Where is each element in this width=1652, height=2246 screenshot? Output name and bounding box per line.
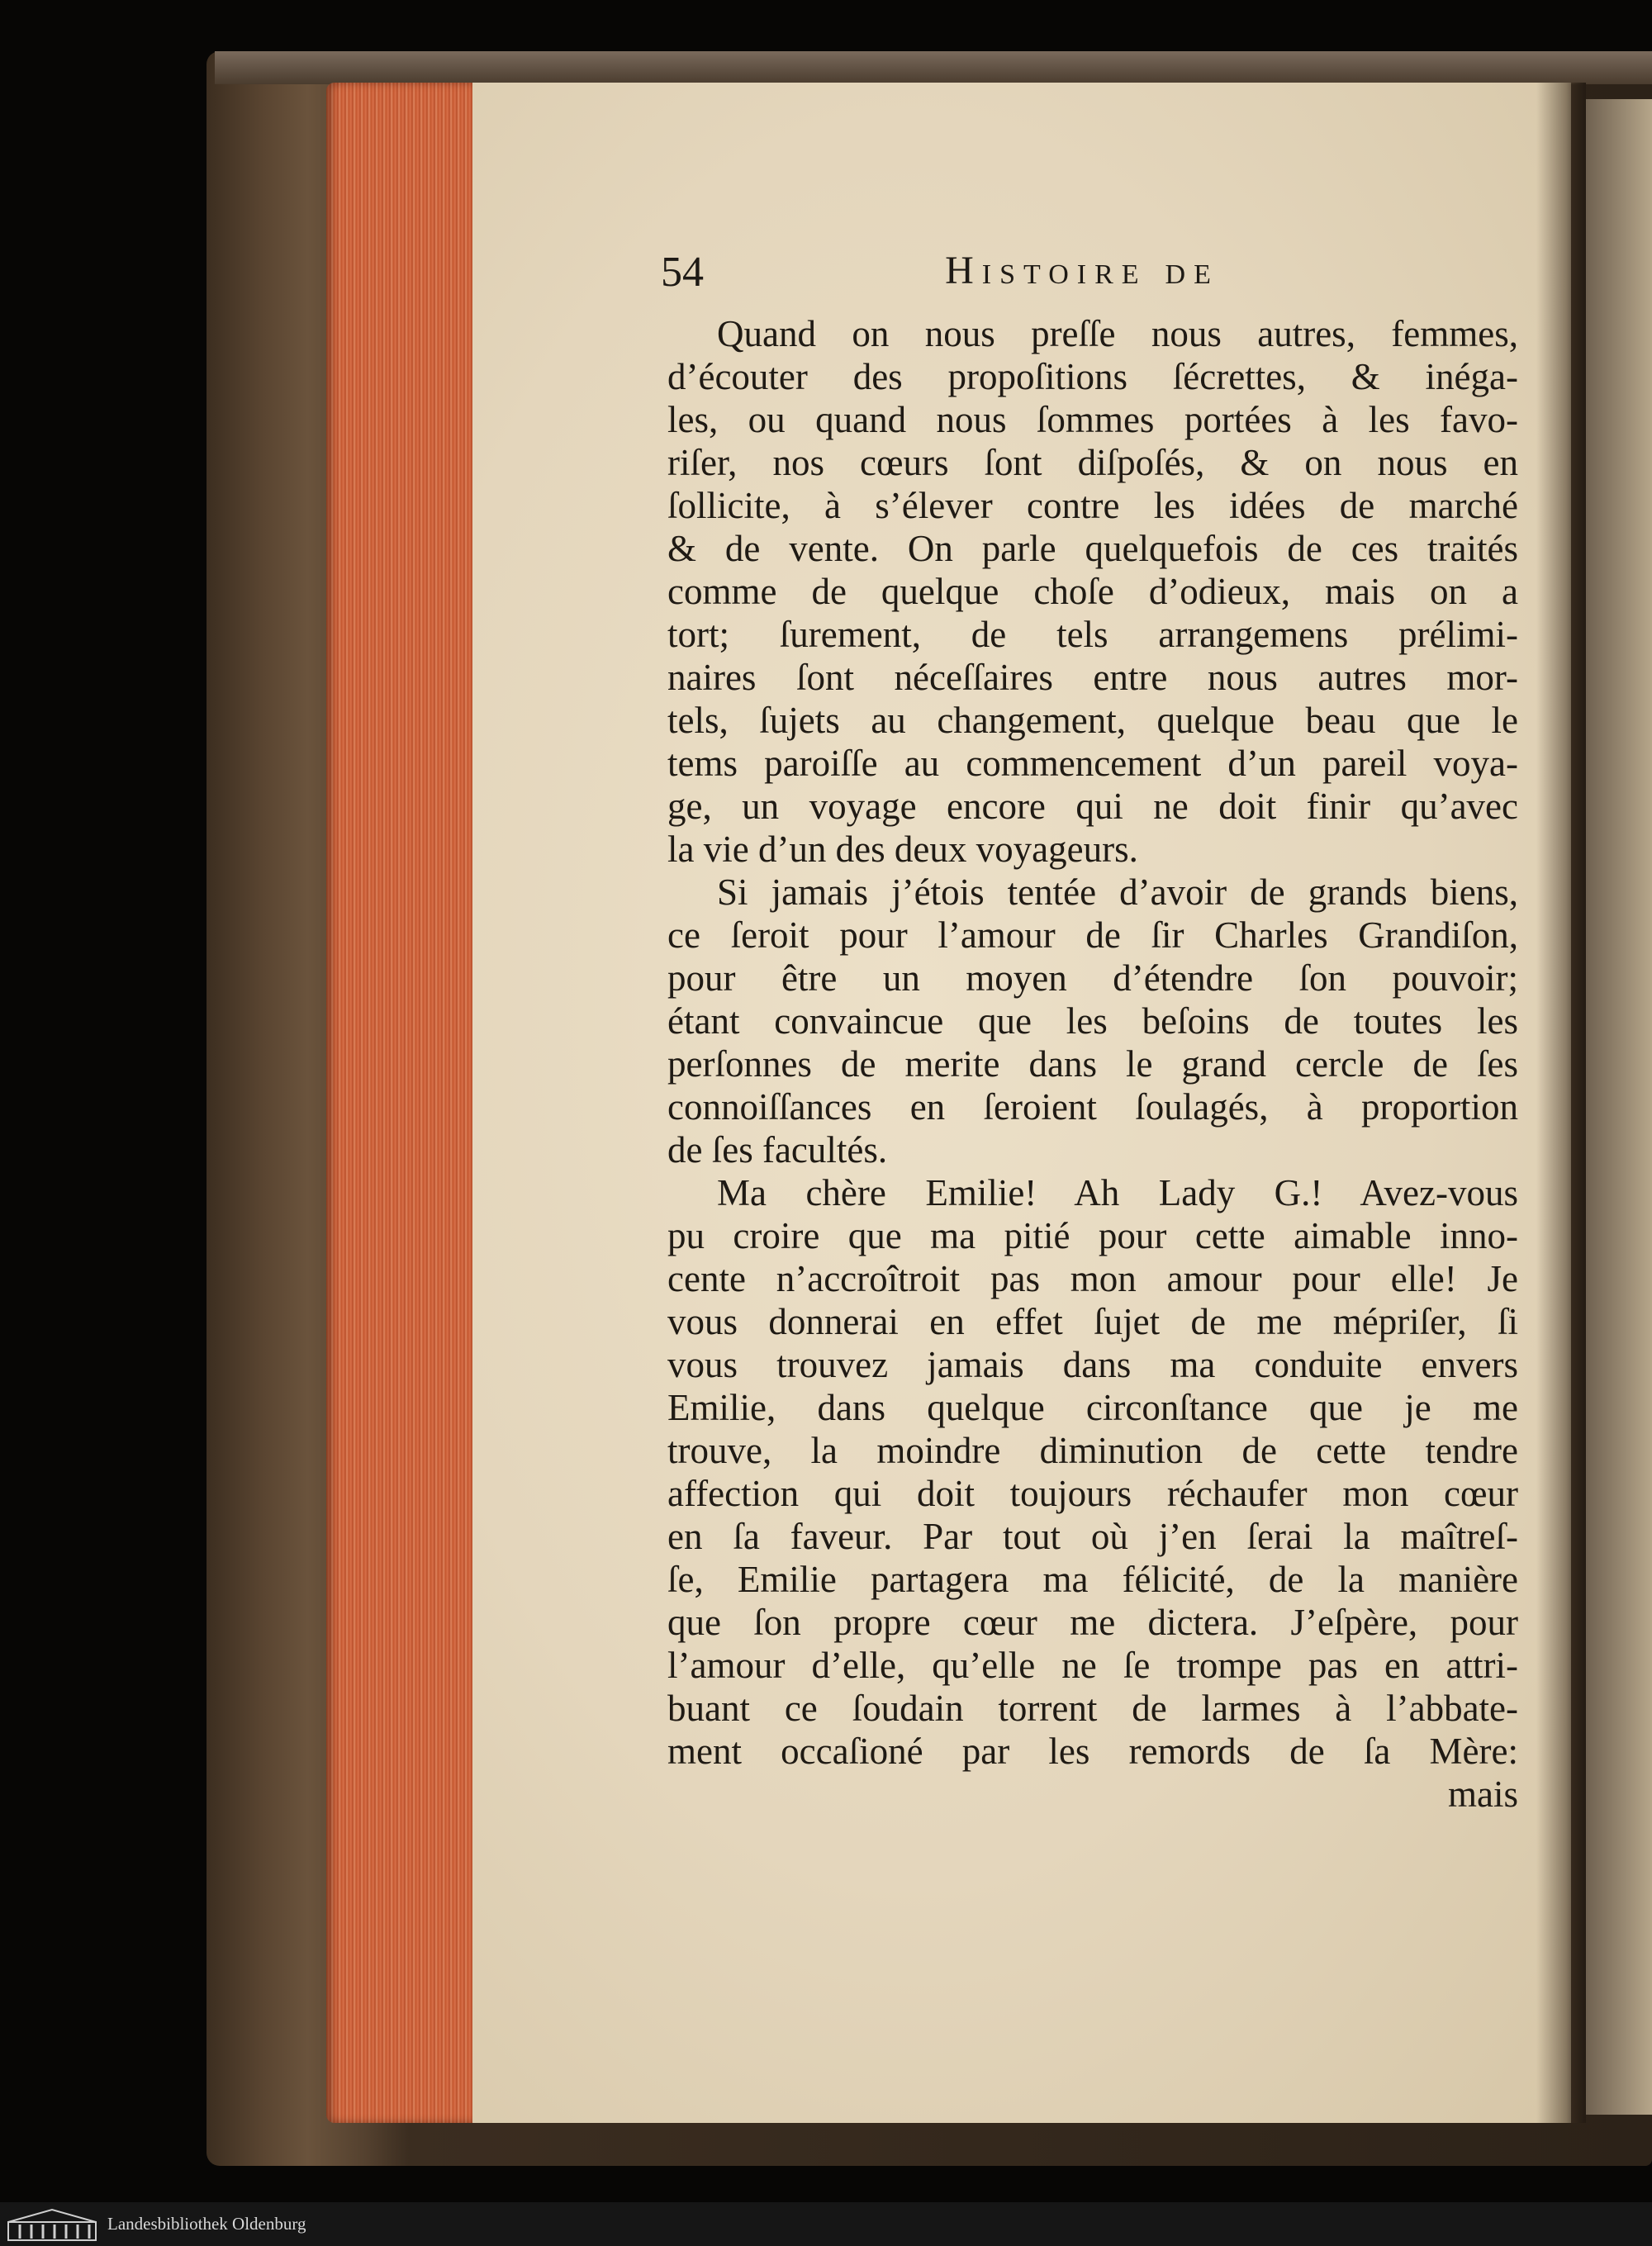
text-line: de ſes facultés. — [667, 1129, 888, 1170]
red-page-edges — [326, 83, 475, 2123]
text-line: riſer, nos cœurs ſont diſpoſés, & on nous en — [667, 442, 1518, 483]
text-line: cente n’accroîtroit pas mon amour pour elle! Je — [667, 1258, 1518, 1299]
text-line: l’amour d’elle, qu’elle ne ſe trompe pas en attri- — [667, 1645, 1518, 1686]
text-line: Ma chère Emilie! Ah Lady G.! Avez-vous — [717, 1172, 1518, 1213]
text-line: ge, un voyage encore qui ne doit finir qu’avec — [667, 786, 1518, 827]
text-line: ment occaſioné par les remords de ſa Mère: — [667, 1731, 1518, 1772]
text-line: tels, ſujets au changement, quelque beau que le — [667, 700, 1518, 741]
text-line: & de vente. On parle quelquefois de ces traités — [667, 528, 1518, 569]
text-line: comme de quelque choſe d’odieux, mais on a — [667, 571, 1518, 612]
footer-bar — [0, 2202, 1652, 2246]
text-line: perſonnes de merite dans le grand cercle de ſes — [667, 1043, 1518, 1085]
text-line: pu croire que ma pitié pour cette aimable inno- — [667, 1215, 1518, 1256]
page-number: 54 — [661, 249, 704, 296]
text-line: naires ſont néceſſaires entre nous autres mor- — [667, 657, 1518, 698]
cover-top-edge — [215, 51, 1652, 84]
text-line: trouve, la moindre diminution de cette tendre — [667, 1430, 1518, 1471]
text-line: les, ou quand nous ſommes portées à les favo- — [667, 399, 1518, 440]
body-text — [667, 312, 1518, 1816]
library-name: Landesbibliothek Oldenburg — [107, 2214, 306, 2234]
page-gutter — [1536, 83, 1586, 2123]
text-line: d’écouter des propoſitions ſécrettes, & inéga- — [667, 356, 1518, 397]
facing-page-edge — [1586, 99, 1652, 2115]
text-line: buant ce ſoudain torrent de larmes à l’abbate- — [667, 1688, 1518, 1729]
text-line: Emilie, dans quelque circonſtance que je me — [667, 1387, 1518, 1428]
text-line: ſe, Emilie partagera ma félicité, de la manière — [667, 1559, 1518, 1600]
text-line: en ſa faveur. Par tout où j’en ſerai la maîtreſ- — [667, 1516, 1518, 1557]
text-line: affection qui doit toujours réchaufer mon cœur — [667, 1473, 1518, 1514]
text-line: étant convaincue que les beſoins de toutes les — [667, 1000, 1518, 1042]
text-line: la vie d’un des deux voyageurs. — [667, 829, 1138, 870]
text-line: que ſon propre cœur me dictera. J’eſpère, pour — [667, 1602, 1518, 1643]
text-line: vous trouvez jamais dans ma conduite envers — [667, 1344, 1518, 1385]
running-head: Histoire de — [945, 249, 1219, 292]
text-line: tems paroiſſe au commencement d’un pareil voya- — [667, 743, 1518, 784]
text-line: Si jamais j’étois tentée d’avoir de grands biens, — [717, 871, 1518, 913]
text-line: ce ſeroit pour l’amour de ſir Charles Grandiſon, — [667, 914, 1518, 956]
text-line: vous donnerai en effet ſujet de me mépriſer, ſi — [667, 1301, 1518, 1342]
catchword: mais — [1448, 1774, 1518, 1815]
library-building-icon — [7, 2207, 97, 2242]
page-header — [661, 248, 1503, 314]
text-line: Quand on nous preſſe nous autres, femmes, — [717, 313, 1518, 354]
text-line: tort; ſurement, de tels arrangemens prélimi- — [667, 614, 1518, 655]
text-line: pour être un moyen d’étendre ſon pouvoir; — [667, 957, 1518, 999]
text-line: connoiſſances en ſeroient ſoulagés, à proportion — [667, 1086, 1518, 1128]
text-line: ſollicite, à s’élever contre les idées de marché — [667, 485, 1518, 526]
